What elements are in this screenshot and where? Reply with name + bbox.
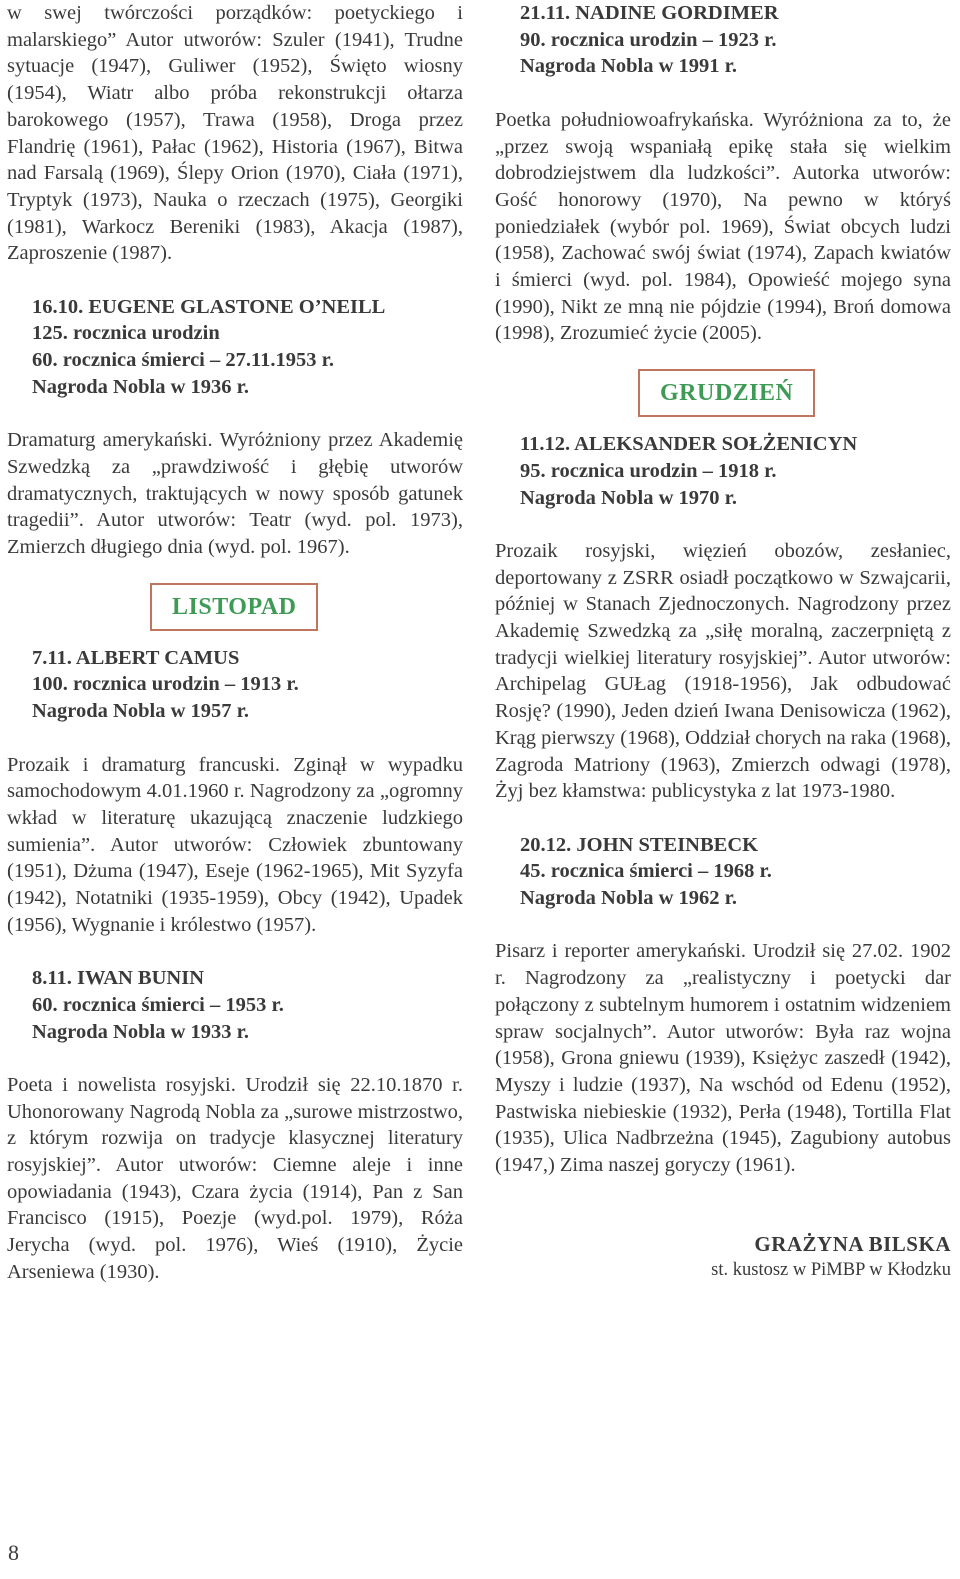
entry-heading-line: 20.12. JOHN STEINBECK [520, 833, 759, 856]
entry-heading-line: 95. rocznica urodzin – 1918 r. [520, 459, 777, 482]
entry-heading-steinbeck [495, 832, 951, 912]
entry-heading-line: 125. rocznica urodzin [32, 322, 220, 345]
entry-heading-line: Nagroda Nobla w 1933 r. [32, 1020, 249, 1043]
entry-heading-line: 60. rocznica śmierci – 27.11.1953 r. [32, 349, 334, 372]
entry-heading-line: 11.12. ALEKSANDER SOŁŻENICYN [520, 433, 858, 456]
intro-paragraph: w swej twórczości porządków: poetyckiego i malarskiego” Autor utworów: Szuler (1941), Trudne sytuacje (1947), Guliwer (1952), Święto wiosny (1954), Wiatr albo próba rekonstrukcji ołtarza barokowego (1957), Trawa (1958), Droga przez Flandrię (1961), Pałac (1962), Historia (1967), Bitwa nad Farsalą (1969), Ślepy Orion (1970), Ciała (1971), Tryptyk (1973), Nauka o rzeczach (1975), Georgiki (1981), Warkocz Bereniki (1983), Akacja (1987), Zaproszenie (1987). [7, 2, 463, 265]
entry-heading-line: 21.11. NADINE GORDIMER [520, 2, 779, 24]
entry-body-bunin: Poeta i nowelista rosyjski. Urodził się 22.10.1870 r. Uhonorowany Nagrodą Nobla za „surowe mistrzostwo, z którym rozwija on tradycje klasycznej literatury rosyjskiej”. Autor utworów: Ciemne aleje i inne opowiadania (1943), Czara życia (1914), Pan z San Francisco (1915), Poezje (wyd.pol. 1979), Róża Jerycha (wyd. pol. 1976), Wieś (1910), Życie Arseniewa (1930). [7, 1073, 463, 1283]
entry-heading-oneill [7, 294, 463, 401]
entry-heading-line: 100. rocznica urodzin – 1913 r. [32, 673, 299, 696]
entry-heading-line: 7.11. ALBERT CAMUS [32, 646, 240, 669]
entry-heading-line: Nagroda Nobla w 1957 r. [32, 700, 249, 723]
entry-heading-line: 90. rocznica urodzin – 1923 r. [520, 28, 777, 51]
entry-heading-line: 8.11. IWAN BUNIN [32, 967, 204, 990]
left-column [7, 0, 463, 1286]
entry-heading-line: 45. rocznica śmierci – 1968 r. [520, 860, 772, 883]
entry-body-steinbeck: Pisarz i reporter amerykański. Urodził się 27.02. 1902 r. Nagrodzony za „realistyczny i poetycki dar połączony z subtelnym humorem i ostatnim widzeniem spraw socjalnych”. Autor utworów: Była raz wojna (1958), Grona gniewu (1939), Księżyc zaszedł (1942), Myszy i ludzie (1937), Na wschód od Edenu (1952), Pastwiska niebieskie (1932), Perła (1948), Tortilla Flat (1935), Ulica Nadbrzeżna (1945), Zagubiony autobus (1947,) Zima naszej goryczy (1961). [495, 940, 951, 1177]
signature-name: GRAŻYNA BILSKA [754, 1231, 951, 1256]
entry-body-solzhenitsyn: Prozaik rosyjski, więzień obozów, zesłaniec, deportowany z ZSRR osiadł początkowo w Szwajcarii, później w Stanach Zjednoczonych. Nagrodzony przez Akademię Szwedzką za „siłę moralną, zaczerpniętą z tradycji wielkiej literatury rosyjskiej”. Autor utworów: Archipelag GUŁag (1918-1956), Jak odbudować Rosję? (1990), Jeden dzień Iwana Denisowicza (1962), Krąg pierwszy (1968), Oddział chorych na raka (1968), Zagroda Matriony (1963), Zmierzch odwagi (1978), Żyj bez kłamstwa: publicystyka z lat 1973-1980. [495, 539, 951, 803]
entry-heading-line: Nagroda Nobla w 1936 r. [32, 375, 249, 398]
entry-body-gordimer: Poetka południowoafrykańska. Wyróżniona za to, że „przez swoją wspaniałą epikę stała się wielkim dobrodziejstwem dla ludzkości”. Autorka utworów: Gość honorowy (1970), Na pewno w któryś poniedziałek (wybór pol. 1969), Świat obcych ludzi (1958), Zachować swój świat (1974), Zapach kwiatów i śmierci (wyd. pol. 1984), Opowieść mojego syna (1990), Nikt ze mną nie pójdzie (1994), Broń domowa (1998), Zrozumieć życie (2005). [495, 108, 951, 345]
entry-heading-line: 60. rocznica śmierci – 1953 r. [32, 993, 284, 1016]
month-box-november: LISTOPAD [150, 583, 318, 631]
signature [495, 1231, 951, 1284]
month-box-december: GRUDZIEŃ [638, 369, 815, 417]
signature-role: st. kustosz w PiMBP w Kłodzku [711, 1260, 951, 1281]
entry-heading-line: Nagroda Nobla w 1962 r. [520, 887, 737, 910]
entry-heading-line: Nagroda Nobla w 1991 r. [520, 55, 737, 78]
right-column [495, 0, 951, 1284]
entry-heading-line: 16.10. EUGENE GLASTONE O’NEILL [32, 295, 386, 318]
entry-heading-solzhenitsyn [495, 431, 951, 511]
entry-heading-gordimer [495, 0, 951, 80]
entry-heading-line: Nagroda Nobla w 1970 r. [520, 486, 737, 509]
entry-body-oneill: Dramaturg amerykański. Wyróżniony przez Akademię Szwedzką za „prawdziwość i głębię utworów dramatycznych, traktujących w nowy sposób gatunek tragedii”. Autor utworów: Teatr (wyd. pol. 1973), Zmierzch długiego dnia (wyd. pol. 1967). [7, 429, 463, 559]
entry-body-camus: Prozaik i dramaturg francuski. Zginął w wypadku samochodowym 4.01.1960 r. Nagrodzony za „ogromny wkład w literaturę ukazującą znaczenie ludzkiego sumienia”. Autor utworów: Człowiek zbuntowany (1951), Dżuma (1947), Eseje (1962-1965), Mit Syzyfa (1942), Notatniki (1935-1959), Obcy (1942), Upadek (1956), Wygnanie i królestwo (1957). [7, 753, 463, 936]
page-number: 8 [8, 1540, 19, 1565]
entry-heading-camus [7, 645, 463, 725]
entry-heading-bunin [7, 965, 463, 1045]
